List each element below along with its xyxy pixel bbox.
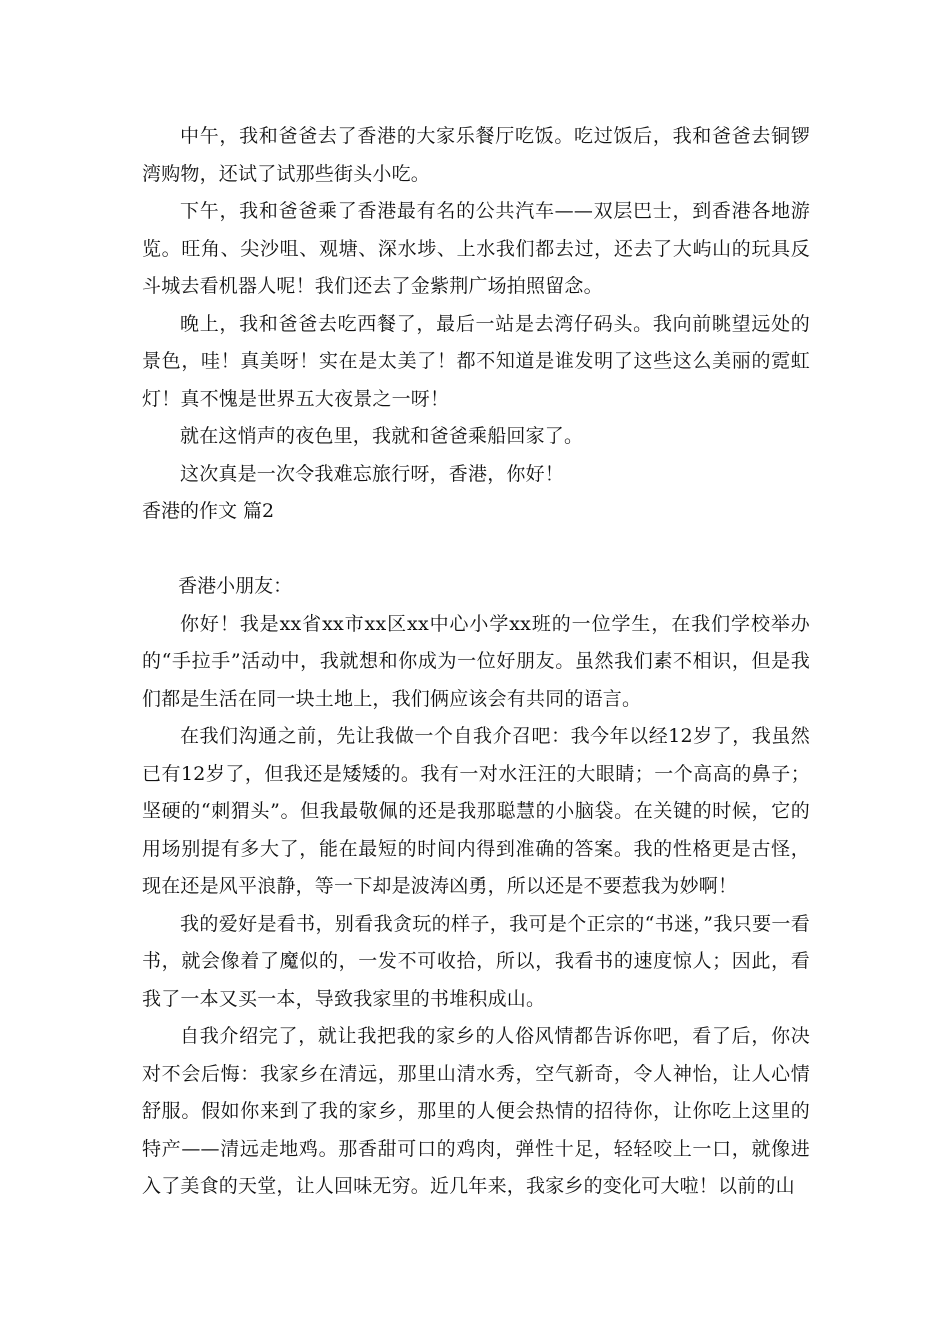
letter-salutation: 香港小朋友： [178,575,293,597]
paragraph-hometown: 自我介绍完了，就让我把我的家乡的人俗风情都告诉你吧，看了后，你决对不会后悔：我家乡在清远，那里山清水秀，空气新奇，令人神怡，让人心情舒服。假如你来到了我的家乡，那里的人便会热情的招待你，让你吃上这里的特产——清远走地鸡。那香甜可口的鸡肉，弹性十足，轻轻咬上一口，就像进入了美食的天堂，让人回味无穷。近几年来，我家乡的变化可大啦！以前的山 [142,1025,810,1197]
paragraph-hobby: 我的爱好是看书，别看我贪玩的样子，我可是个正宗的“书迷，”我只要一看书，就会像着了魔似的，一发不可收拾，所以，我看书的速度惊人；因此，看我了一本又买一本，导致我家里的书堆积成山。 [142,912,810,1010]
blank-line [142,531,810,569]
document-body [142,118,810,1206]
paragraph-return-home: 就在这悄声的夜色里，我就和爸爸乘船回家了。 [180,425,584,447]
paragraph-closing: 这次真是一次令我难忘旅行呀，香港，你好！ [180,462,565,485]
paragraph-lunch: 中午，我和爸爸去了香港的大家乐餐厅吃饭。吃过饭后，我和爸爸去铜锣湾购物，还试了试那些街头小吃。 [142,125,810,185]
paragraph-self-intro: 在我们沟通之前，先让我做一个自我介召吧：我今年以经12岁了，我虽然已有12岁了，但我还是矮矮的。我有一对水汪汪的大眼睛；一个高高的鼻子；坚硬的“刺猬头”。但我最敬佩的还是我那聪慧的小脑袋。在关键的时候，它的用场别提有多大了，能在最短的时间内得到准确的答案。我的性格更是古怪，现在还是风平浪静，等一下却是波涛凶勇，所以还是不要惹我为妙啊！ [142,725,810,897]
paragraph-evening: 晚上，我和爸爸去吃西餐了，最后一站是去湾仔码头。我向前眺望远处的景色，哇！真美呀！实在是太美了！都不知道是谁发明了这些这么美丽的霓虹灯！真不愧是世界五大夜景之一呀！ [142,312,810,410]
paragraph-greeting: 你好！我是xx省xx市xx区xx中心小学xx班的一位学生，在我们学校举办的“手拉手”活动中，我就想和你成为一位好朋友。虽然我们素不相识，但是我们都是生活在同一块土地上，我们俩应该会有共同的语言。 [142,612,810,710]
paragraph-afternoon: 下午，我和爸爸乘了香港最有名的公共汽车——双层巴士，到香港各地游览。旺角、尖沙咀、观塘、深水埗、上水我们都去过，还去了大屿山的玩具反斗城去看机器人呢！我们还去了金紫荆广场拍照留念。 [142,200,810,297]
section-title: 香港的作文 篇2 [142,500,275,522]
